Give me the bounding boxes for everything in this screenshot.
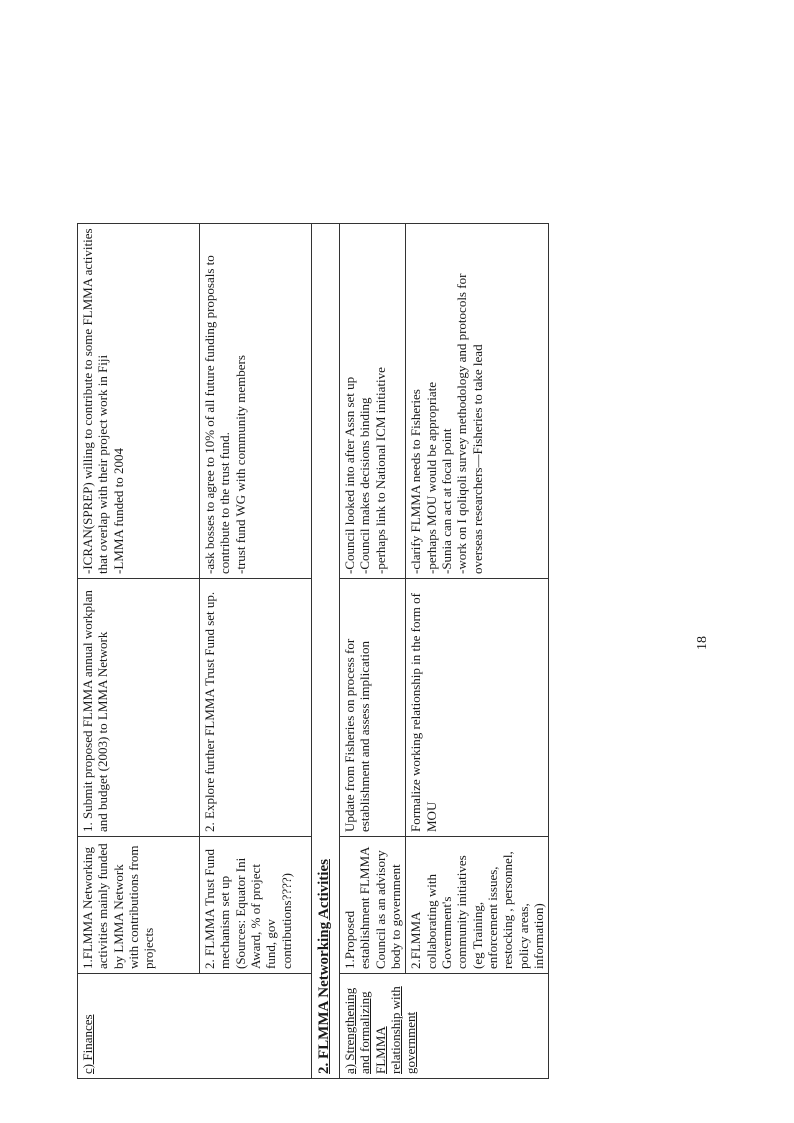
table-row (406, 224, 549, 1079)
goal-cell: 1.Proposed establishment FLMMA Council as an advisory body to government (340, 837, 406, 974)
comments-cell: -ICRAN(SPREP) willing to contribute to some FLMMA activities that overlap with their project work in Fiji -LMMA funded to 2004 (78, 224, 200, 579)
comments-cell: -ask bosses to agree to 10% of all future funding proposals to contribute to the trust fund. -trust fund WG with community members (200, 224, 312, 579)
table-row (200, 224, 312, 1079)
table-row (312, 224, 340, 1079)
comments-cell: -Council looked into after Assn set up -Council makes decisions binding -perhaps link to National ICM initiative (340, 224, 406, 579)
table-row (78, 224, 200, 1079)
section-title: 2. FLMMA Networking Activities (312, 224, 340, 1079)
plan-table (77, 223, 549, 1079)
finances-label: c) Finances (78, 974, 312, 1079)
page-number: 18 (695, 636, 710, 650)
networking-label: a) Strengthening and formalizing FLMMA relationship with government (340, 974, 549, 1079)
activity-cell: Update from Fisheries on process for establishment and assess implication (340, 579, 406, 837)
goal-cell: 1.FLMMA Networking activities mainly funded by LMMA Network with contributions from projects (78, 837, 200, 974)
goal-cell: 2.FLMMA collaborating with Government's community initiatives (eg Training, enforcement issues, restocking , personnel, policy areas, information) (406, 837, 549, 974)
activity-cell: Formalize working relationship in the form of MOU (406, 579, 549, 837)
rotated-page-content (77, 224, 546, 1079)
goal-cell: 2. FLMMA Trust Fund mechanism set up (Sources: Equator Ini Award, % of project fund, gov contributions????) (200, 837, 312, 974)
activity-cell: 2. Explore further FLMMA Trust Fund set up. (200, 579, 312, 837)
activity-cell: 1. Submit proposed FLMMA annual workplan and budget (2003) to LMMA Network (78, 579, 200, 837)
comments-cell: -clarify FLMMA needs to Fisheries -perhaps MOU would be appropriate -Sunia can act at focal point -work on I qoliqoli survey methodology and protocols for overseas researchers—Fisheries to take lead (406, 224, 549, 579)
table-row (340, 224, 406, 1079)
